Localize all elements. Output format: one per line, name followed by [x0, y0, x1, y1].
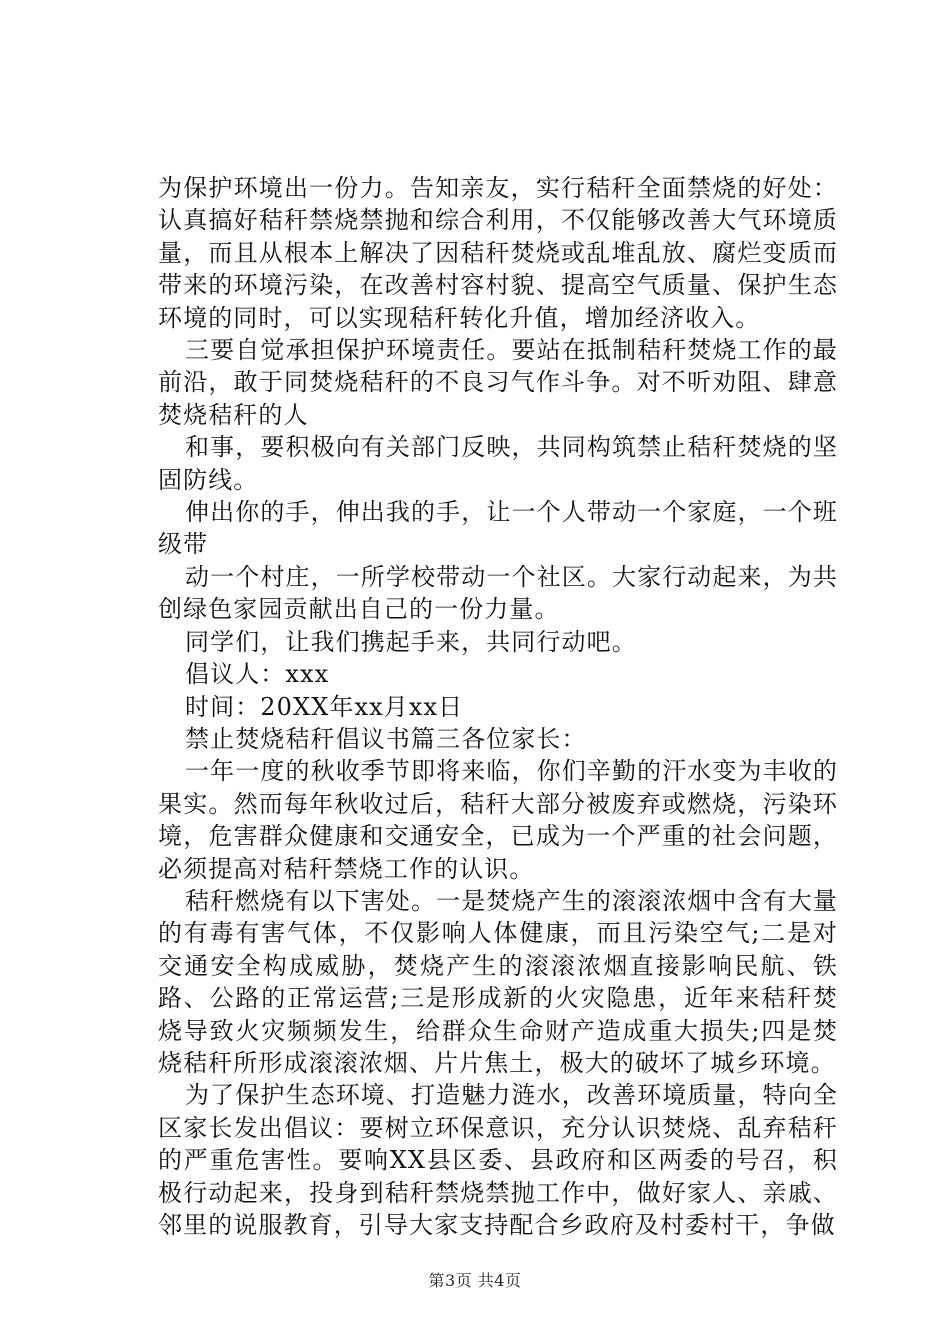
- paragraph-3: 和事，要积极向有关部门反映，共同构筑禁止秸秆焚烧的坚固防线。: [158, 433, 838, 494]
- paragraph-2: 三要自觉承担保护环境责任。要站在抵制秸秆焚烧工作的最前沿，敢于同焚烧秸秆的不良习气作斗争。对不听劝阻、肆意焚烧秸秆的人: [158, 336, 838, 429]
- date-line: 时间：20XX年xx月xx日: [185, 692, 464, 721]
- signatory-line: 倡议人：xxx: [185, 660, 330, 689]
- page-number-footer: 第3页 共4页: [428, 1271, 522, 1290]
- document-body: [158, 172, 838, 1241]
- paragraph-10: 一年一度的秋收季节即将来临，你们辛勤的汗水变为丰收的果实。然而每年秋收过后，秸秆大部分被废弃或燃烧，污染环境，危害群众健康和交通安全，已成为一个严重的社会问题，必须提高对秸秆禁烧工作的认识。: [158, 757, 838, 883]
- paragraph-5: 动一个村庄，一所学校带动一个社区。大家行动起来，为共创绿色家园贡献出自己的一份力量。: [158, 562, 838, 624]
- paragraph-1: 为保护环境出一份力。告知亲友，实行秸秆全面禁烧的好处：认真搞好秸秆禁烧禁抛和综合利用，不仅能够改善大气环境质量，而且从根本上解决了因秸秆焚烧或乱堆乱放、腐烂变质而带来的环境污染，在改善村容村貌、提高空气质量、保护生态环境的同时，可以实现秸秆转化升值，增加经济收入。: [158, 174, 838, 332]
- section-heading: 禁止焚烧秸秆倡议书篇三各位家长：: [185, 724, 587, 753]
- paragraph-12: 为了保护生态环境、打造魅力涟水，改善环境质量，特向全区家长发出倡议：要树立环保意识，充分认识焚烧、乱弃秸秆的严重危害性。要响XX县区委、县政府和区两委的号召，积极行动起来，投身到秸秆禁烧禁抛工作中，做好家人、亲戚、邻里的说服教育，引导大家支持配合乡政府及村委村干，争做: [158, 1081, 838, 1239]
- paragraph-11: 秸秆燃烧有以下害处。一是焚烧产生的滚滚浓烟中含有大量的有毒有害气体，不仅影响人体健康，而且污染空气;二是对交通安全构成威胁，焚烧产生的滚滚浓烟直接影响民航、铁路、公路的正常运营;三是形成新的火灾隐患，近年来秸秆焚烧导致火灾频频发生，给群众生命财产造成重大损失;四是焚烧秸秆所形成滚滚浓烟、片片焦土，极大的破坏了城乡环境。: [158, 886, 838, 1077]
- paragraph-4: 伸出你的手，伸出我的手，让一个人带动一个家庭，一个班级带: [158, 498, 838, 559]
- paragraph-6: 同学们，让我们携起手来，共同行动吧。: [185, 627, 637, 656]
